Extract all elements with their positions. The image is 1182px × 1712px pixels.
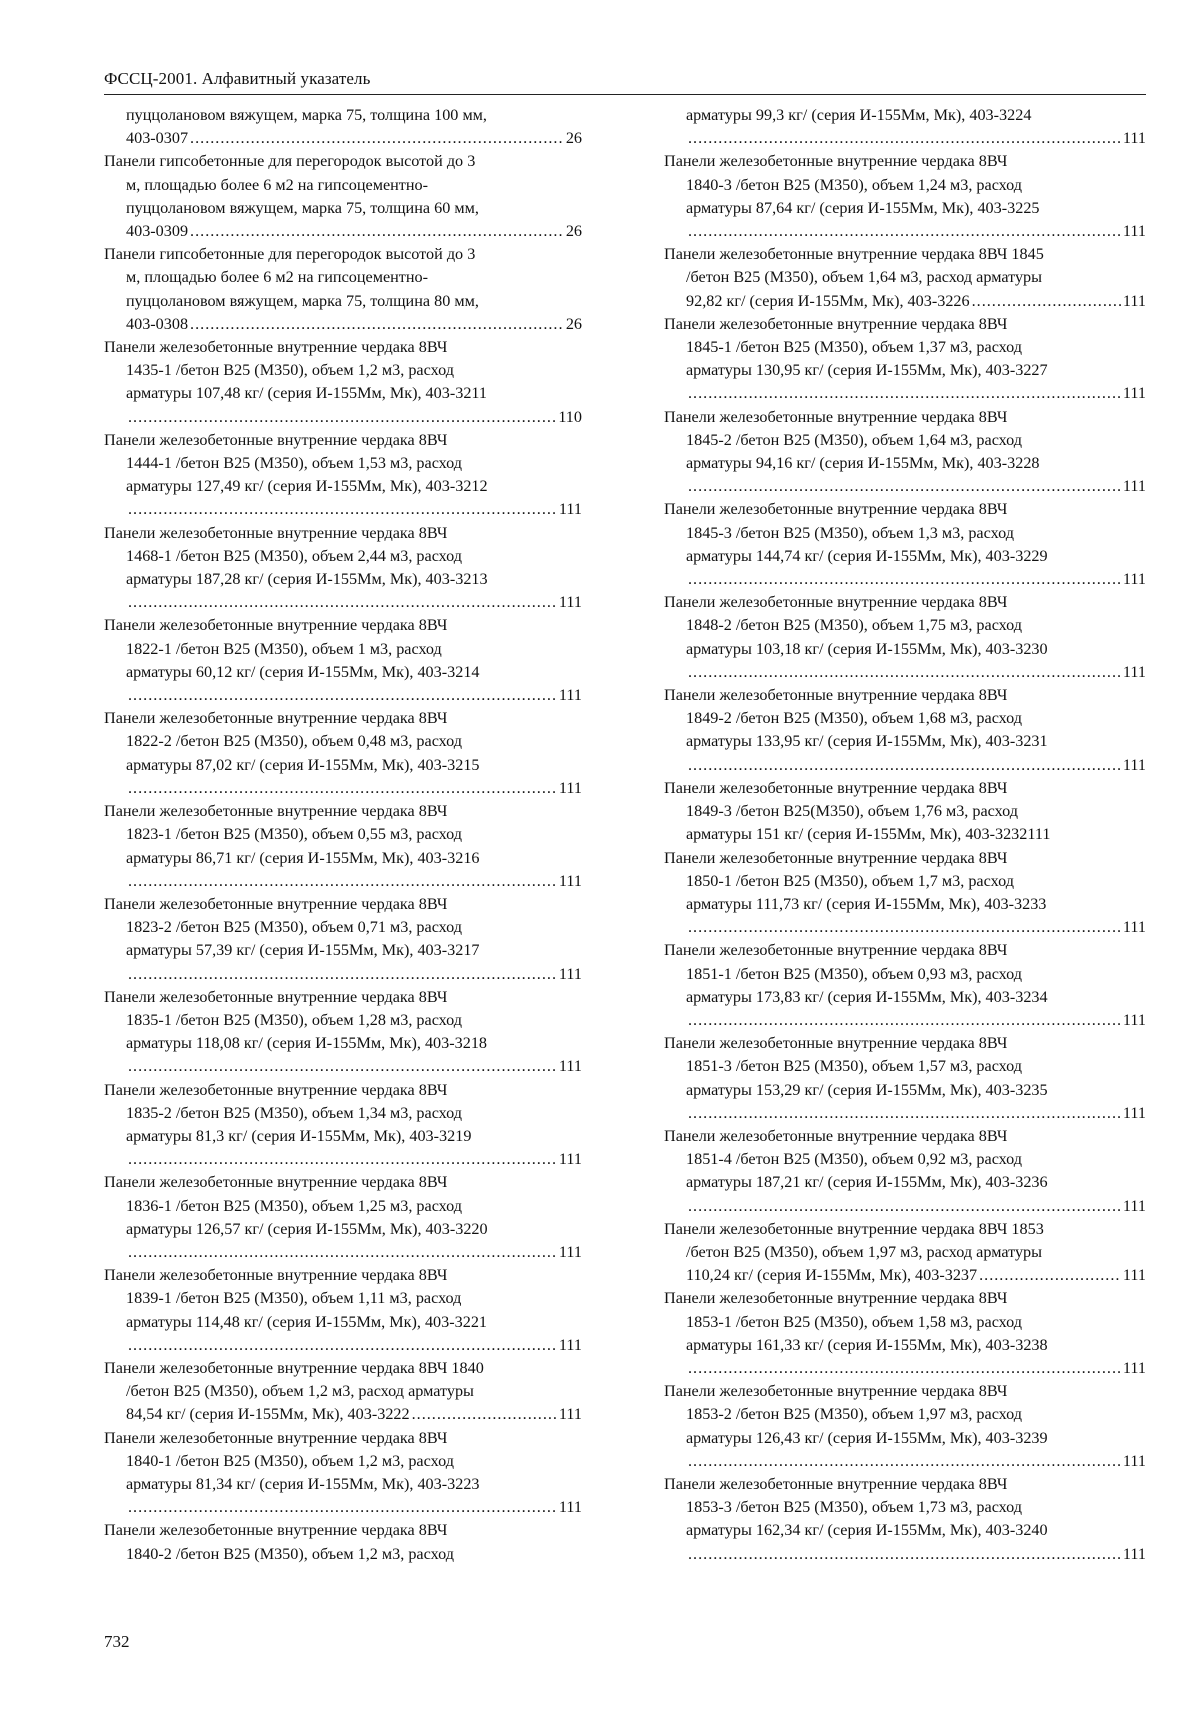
entry-leader-line <box>104 498 582 521</box>
entry-title-line: Панели железобетонные внутренние чердака 8ВЧ 1845 <box>664 245 1044 264</box>
entry-page-ref: 111 <box>558 1150 582 1169</box>
entry-text-line: 1822-1 /бетон В25 (М350), объем 1 м3, расход <box>126 639 442 658</box>
entry-text-line: /бетон В25 (М350), объем 1,97 м3, расход арматуры <box>686 1242 1043 1261</box>
entry-text-line: пуццолановом вяжущем, марка 75, толщина 60 мм, <box>126 198 479 217</box>
entry-text-line: арматуры 187,28 кг/ (серия И-155Мм, Мк), 403-3213 <box>126 570 488 589</box>
entry-leader-line <box>104 591 582 614</box>
entry-text-line: арматуры 187,21 кг/ (серия И-155Мм, Мк), 403-3236 <box>686 1173 1048 1192</box>
entry-leader-line <box>664 1264 1146 1287</box>
entry-text-line: арматуры 107,48 кг/ (серия И-155Мм, Мк), 403-3211 <box>126 384 488 403</box>
entry-text-line: 1848-2 /бетон В25 (М350), объем 1,75 м3, расход <box>686 616 1023 635</box>
dot-leader <box>128 1148 557 1171</box>
entry-text-line: пуццолановом вяжущем, марка 75, толщина 100 мм, <box>126 106 487 124</box>
entry-text-line: арматуры 114,48 кг/ (серия И-155Мм, Мк), 403-3221 <box>126 1312 488 1331</box>
entry-page-ref: 111 <box>558 964 582 983</box>
entry-page-ref: 111 <box>1122 1103 1146 1122</box>
entry-leader-line <box>104 870 582 893</box>
entry-page-ref: 111 <box>1122 1266 1146 1285</box>
dot-leader <box>688 475 1121 498</box>
index-entry <box>664 313 1146 406</box>
entry-title-line: Панели железобетонные внутренние чердака 8ВЧ <box>104 1080 448 1099</box>
entry-leader-line <box>664 568 1146 591</box>
entry-title-line: Панели железобетонные внутренние чердака 8ВЧ <box>104 802 448 821</box>
index-entry <box>104 893 582 986</box>
index-entry <box>104 429 582 522</box>
entry-page-ref: 110 <box>558 407 582 426</box>
entry-text-line: арматуры 111,73 кг/ (серия И-155Мм, Мк), 403-3233 <box>686 894 1047 913</box>
dot-leader <box>688 382 1121 405</box>
entry-text-line: арматуры 127,49 кг/ (серия И-155Мм, Мк), 403-3212 <box>126 477 488 496</box>
dot-leader <box>688 1195 1121 1218</box>
entry-text-line: арматуры 118,08 кг/ (серия И-155Мм, Мк), 403-3218 <box>126 1034 488 1053</box>
entry-title-line: Панели гипсобетонные для перегородок высотой до 3 <box>104 152 476 171</box>
entry-text-line: арматуры 130,95 кг/ (серия И-155Мм, Мк), 403-3227 <box>686 361 1048 380</box>
entry-text-line: 403-0308 <box>126 314 189 333</box>
index-entry <box>664 939 1146 1032</box>
entry-text-line: арматуры 153,29 кг/ (серия И-155Мм, Мк), 403-3235 <box>686 1080 1048 1099</box>
dot-leader <box>412 1403 557 1426</box>
entry-text-line: арматуры 81,34 кг/ (серия И-155Мм, Мк), 403-3223 <box>126 1474 480 1493</box>
entry-text-line: 1823-2 /бетон В25 (М350), объем 0,71 м3, расход <box>126 918 463 937</box>
entry-text-line: 1435-1 /бетон В25 (М350), объем 1,2 м3, расход <box>126 361 454 380</box>
entry-page-ref: 111 <box>1122 662 1146 681</box>
dot-leader <box>688 916 1121 939</box>
index-entry <box>104 1519 582 1565</box>
entry-leader-line <box>104 1241 582 1264</box>
entry-title-line: Панели железобетонные внутренние чердака 8ВЧ <box>104 1173 448 1192</box>
dot-leader <box>128 498 557 521</box>
entry-title-line: Панели железобетонные внутренние чердака 8ВЧ <box>664 1474 1008 1493</box>
entry-title-line: Панели железобетонные внутренние чердака 8ВЧ <box>104 1428 448 1447</box>
entry-title-line: Панели железобетонные внутренние чердака 8ВЧ <box>104 616 448 635</box>
index-entry <box>104 1079 582 1172</box>
entry-leader-line <box>664 475 1146 498</box>
entry-text-line: 1853-3 /бетон В25 (М350), объем 1,73 м3, расход <box>686 1498 1023 1517</box>
entry-text-line: 1822-2 /бетон В25 (М350), объем 0,48 м3, расход <box>126 732 463 751</box>
entry-title-line: Панели железобетонные внутренние чердака 8ВЧ <box>664 1034 1008 1053</box>
entry-text-line: арматуры 173,83 кг/ (серия И-155Мм, Мк), 403-3234 <box>686 987 1048 1006</box>
entry-text-line: 403-0309 <box>126 222 189 241</box>
entry-text-line: арматуры 144,74 кг/ (серия И-155Мм, Мк), 403-3229 <box>686 546 1048 565</box>
dot-leader <box>128 406 556 429</box>
index-entry <box>104 1264 582 1357</box>
entry-page-ref: 26 <box>565 129 582 148</box>
entry-text-line: 1845-1 /бетон В25 (М350), объем 1,37 м3, расход <box>686 338 1023 357</box>
dot-leader <box>128 684 557 707</box>
dot-leader <box>688 1009 1121 1032</box>
index-entry <box>664 847 1146 940</box>
entry-leader-line <box>104 1055 582 1078</box>
entry-text-line: 1849-3 /бетон В25(М350), объем 1,76 м3, расход <box>686 802 1018 821</box>
index-entry <box>104 614 582 707</box>
entry-leader-line <box>664 1195 1146 1218</box>
entry-text-line: арматуры 151 кг/ (серия И-155Мм, Мк), 403-3232111 <box>686 825 1051 844</box>
entry-text-line: 1840-3 /бетон В25 (М350), объем 1,24 м3, расход <box>686 175 1023 194</box>
entry-leader-line <box>664 1102 1146 1125</box>
entry-title-line: Панели железобетонные внутренние чердака 8ВЧ <box>664 314 1008 333</box>
entry-page-ref: 111 <box>1122 918 1146 937</box>
dot-leader <box>688 661 1121 684</box>
entry-title-line: Панели железобетонные внутренние чердака 8ВЧ <box>664 848 1008 867</box>
dot-leader <box>128 1055 557 1078</box>
entry-text-line: 1851-1 /бетон В25 (М350), объем 0,93 м3, расход <box>686 964 1023 983</box>
entry-text-line: 1823-1 /бетон В25 (М350), объем 0,55 м3, расход <box>126 825 463 844</box>
entry-page-ref: 111 <box>558 1242 582 1261</box>
dot-leader <box>972 290 1121 313</box>
index-entry <box>104 522 582 615</box>
entry-title-line: Панели железобетонные внутренние чердака 8ВЧ <box>664 1126 1008 1145</box>
entry-text-line: м, площадью более 6 м2 на гипсоцементно- <box>126 175 429 194</box>
entry-leader-line <box>104 963 582 986</box>
entry-text-line: 1853-1 /бетон В25 (М350), объем 1,58 м3, расход <box>686 1312 1023 1331</box>
index-entry <box>104 800 582 893</box>
dot-leader <box>979 1264 1121 1287</box>
entry-leader-line <box>664 220 1146 243</box>
entry-leader-line <box>664 754 1146 777</box>
entry-text-line: арматуры 162,34 кг/ (серия И-155Мм, Мк), 403-3240 <box>686 1521 1048 1540</box>
entry-text-line: 84,54 кг/ (серия И-155Мм, Мк), 403-3222 <box>126 1405 410 1424</box>
entry-title-line: Панели железобетонные внутренние чердака 8ВЧ <box>664 407 1008 426</box>
entry-text-line: 1840-2 /бетон В25 (М350), объем 1,2 м3, расход <box>126 1544 454 1563</box>
index-entry <box>104 150 582 243</box>
entry-text-line: 1836-1 /бетон В25 (М350), объем 1,25 м3, расход <box>126 1196 463 1215</box>
entry-leader-line <box>104 1334 582 1357</box>
entry-title-line: Панели железобетонные внутренние чердака 8ВЧ <box>664 593 1008 612</box>
entry-page-ref: 111 <box>558 778 582 797</box>
entry-text-line: арматуры 103,18 кг/ (серия И-155Мм, Мк), 403-3230 <box>686 639 1048 658</box>
entry-text-line: арматуры 94,16 кг/ (серия И-155Мм, Мк), 403-3228 <box>686 454 1040 473</box>
entry-leader-line <box>664 127 1146 150</box>
entry-leader-line <box>104 1148 582 1171</box>
dot-leader <box>190 127 564 150</box>
entry-title-line: Панели железобетонные внутренние чердака 8ВЧ <box>664 152 1008 171</box>
entry-title-line: Панели железобетонные внутренние чердака 8ВЧ <box>104 894 448 913</box>
entry-leader-line <box>664 382 1146 405</box>
dot-leader <box>128 870 557 893</box>
entry-text-line: 1850-1 /бетон В25 (М350), объем 1,7 м3, расход <box>686 871 1014 890</box>
entry-text-line: арматуры 161,33 кг/ (серия И-155Мм, Мк), 403-3238 <box>686 1335 1048 1354</box>
dot-leader <box>688 568 1121 591</box>
entry-text-line: 1849-2 /бетон В25 (М350), объем 1,68 м3, расход <box>686 709 1023 728</box>
entry-page-ref: 111 <box>558 500 582 519</box>
entry-page-ref: 111 <box>1122 477 1146 496</box>
entry-leader-line <box>104 1403 582 1426</box>
entry-text-line: 403-0307 <box>126 129 189 148</box>
entry-text-line: /бетон В25 (М350), объем 1,2 м3, расход арматуры <box>126 1382 474 1401</box>
entry-title-line: Панели железобетонные внутренние чердака 8ВЧ <box>664 1289 1008 1308</box>
entry-text-line: 1845-3 /бетон В25 (М350), объем 1,3 м3, расход <box>686 523 1014 542</box>
entry-leader-line <box>664 661 1146 684</box>
index-entry <box>104 243 582 336</box>
index-entry <box>104 1357 582 1427</box>
index-entry <box>664 243 1146 313</box>
entry-text-line: 1835-2 /бетон В25 (М350), объем 1,34 м3, расход <box>126 1103 463 1122</box>
entry-text-line: арматуры 126,57 кг/ (серия И-155Мм, Мк), 403-3220 <box>126 1219 488 1238</box>
dot-leader <box>190 220 564 243</box>
entry-text-line: арматуры 133,95 кг/ (серия И-155Мм, Мк), 403-3231 <box>686 732 1048 751</box>
index-entry <box>664 684 1146 777</box>
dot-leader <box>190 313 564 336</box>
dot-leader <box>688 1357 1121 1380</box>
index-entry <box>664 498 1146 591</box>
entry-page-ref: 111 <box>1122 1196 1146 1215</box>
entry-title-line: Панели железобетонные внутренние чердака 8ВЧ <box>104 1266 448 1285</box>
entry-leader-line <box>664 1543 1146 1566</box>
dot-leader <box>688 220 1121 243</box>
index-entry <box>664 406 1146 499</box>
entry-page-ref: 111 <box>1122 1544 1146 1563</box>
entry-title-line: Панели железобетонные внутренние чердака 8ВЧ 1853 <box>664 1219 1044 1238</box>
entry-leader-line <box>104 127 582 150</box>
entry-text-line: 110,24 кг/ (серия И-155Мм, Мк), 403-3237 <box>686 1266 978 1285</box>
entry-title-line: Панели железобетонные внутренние чердака 8ВЧ <box>104 430 448 449</box>
dot-leader <box>688 127 1121 150</box>
entry-text-line: 1853-2 /бетон В25 (М350), объем 1,97 м3, расход <box>686 1405 1023 1424</box>
index-entry <box>664 104 1146 150</box>
entry-text-line: м, площадью более 6 м2 на гипсоцементно- <box>126 268 429 287</box>
index-entry <box>664 591 1146 684</box>
page-number: 732 <box>104 1632 130 1651</box>
entry-text-line: арматуры 60,12 кг/ (серия И-155Мм, Мк), 403-3214 <box>126 662 480 681</box>
entry-title-line: Панели железобетонные внутренние чердака 8ВЧ <box>664 1382 1008 1401</box>
entry-page-ref: 111 <box>1122 291 1146 310</box>
index-column-right <box>664 104 1146 1566</box>
entry-leader-line <box>664 1450 1146 1473</box>
dot-leader <box>128 1334 557 1357</box>
entry-text-line: арматуры 86,71 кг/ (серия И-155Мм, Мк), 403-3216 <box>126 848 480 867</box>
header-title: ФССЦ-2001. Алфавитный указатель <box>104 69 371 88</box>
entry-text-line: /бетон В25 (М350), объем 1,64 м3, расход арматуры <box>686 268 1043 287</box>
dot-leader <box>688 1543 1121 1566</box>
entry-leader-line <box>664 1357 1146 1380</box>
entry-page-ref: 111 <box>1122 1451 1146 1470</box>
entry-page-ref: 111 <box>1122 755 1146 774</box>
entry-page-ref: 111 <box>1122 384 1146 403</box>
entry-leader-line <box>104 313 582 336</box>
dot-leader <box>128 963 557 986</box>
entry-text-line: арматуры 126,43 кг/ (серия И-155Мм, Мк), 403-3239 <box>686 1428 1048 1447</box>
entry-text-line: 1444-1 /бетон В25 (М350), объем 1,53 м3, расход <box>126 454 463 473</box>
index-entry <box>104 707 582 800</box>
dot-leader <box>688 1102 1121 1125</box>
entry-leader-line <box>104 777 582 800</box>
entry-page-ref: 111 <box>558 1498 582 1517</box>
entry-title-line: Панели гипсобетонные для перегородок высотой до 3 <box>104 245 476 264</box>
entry-page-ref: 111 <box>1122 222 1146 241</box>
index-entry <box>664 1380 1146 1473</box>
entry-text-line: пуццолановом вяжущем, марка 75, толщина 80 мм, <box>126 291 479 310</box>
entry-leader-line <box>664 916 1146 939</box>
entry-text-line: 1835-1 /бетон В25 (М350), объем 1,28 м3, расход <box>126 1010 463 1029</box>
entry-leader-line <box>664 1009 1146 1032</box>
dot-leader <box>688 1450 1121 1473</box>
entry-leader-line <box>664 290 1146 313</box>
entry-page-ref: 111 <box>558 871 582 890</box>
index-entry <box>664 1218 1146 1288</box>
entry-page-ref: 111 <box>558 593 582 612</box>
entry-title-line: Панели железобетонные внутренние чердака 8ВЧ <box>104 523 448 542</box>
index-entry <box>664 1125 1146 1218</box>
dot-leader <box>688 754 1121 777</box>
index-column-left <box>104 104 582 1566</box>
index-entry <box>664 1473 1146 1566</box>
entry-text-line: арматуры 87,64 кг/ (серия И-155Мм, Мк), 403-3225 <box>686 198 1040 217</box>
entry-leader-line <box>104 684 582 707</box>
entry-title-line: Панели железобетонные внутренние чердака 8ВЧ <box>664 500 1008 519</box>
index-entry <box>664 150 1146 243</box>
entry-page-ref: 111 <box>558 1057 582 1076</box>
entry-page-ref: 26 <box>565 314 582 333</box>
index-entry <box>664 1287 1146 1380</box>
dot-leader <box>128 1241 557 1264</box>
entry-page-ref: 111 <box>1122 1358 1146 1377</box>
entry-page-ref: 26 <box>565 222 582 241</box>
dot-leader <box>128 1496 557 1519</box>
index-entry <box>664 1032 1146 1125</box>
index-entry <box>104 1427 582 1520</box>
entry-leader-line <box>104 406 582 429</box>
dot-leader <box>128 777 557 800</box>
entry-text-line: арматуры 81,3 кг/ (серия И-155Мм, Мк), 403-3219 <box>126 1126 472 1145</box>
entry-title-line: Панели железобетонные внутренние чердака 8ВЧ <box>104 987 448 1006</box>
entry-page-ref: 111 <box>558 1405 582 1424</box>
entry-title-line: Панели железобетонные внутренние чердака 8ВЧ <box>664 686 1008 705</box>
entry-leader-line <box>104 220 582 243</box>
entry-text-line: 1845-2 /бетон В25 (М350), объем 1,64 м3, расход <box>686 430 1023 449</box>
entry-text-line: 1840-1 /бетон В25 (М350), объем 1,2 м3, расход <box>126 1451 454 1470</box>
entry-text-line: арматуры 99,3 кг/ (серия И-155Мм, Мк), 403-3224 <box>686 106 1032 124</box>
entry-text-line: 1851-4 /бетон В25 (М350), объем 0,92 м3, расход <box>686 1150 1023 1169</box>
entry-page-ref: 111 <box>558 1335 582 1354</box>
index-entry <box>104 104 582 150</box>
dot-leader <box>128 591 557 614</box>
page-header <box>104 68 1146 95</box>
index-entry <box>104 1171 582 1264</box>
entry-page-ref: 111 <box>1122 570 1146 589</box>
entry-text-line: 1851-3 /бетон В25 (М350), объем 1,57 м3, расход <box>686 1057 1023 1076</box>
entry-title-line: Панели железобетонные внутренние чердака 8ВЧ <box>664 941 1008 960</box>
entry-text-line: 92,82 кг/ (серия И-155Мм, Мк), 403-3226 <box>686 291 970 310</box>
entry-title-line: Панели железобетонные внутренние чердака 8ВЧ <box>664 778 1008 797</box>
entry-text-line: 1839-1 /бетон В25 (М350), объем 1,11 м3, расход <box>126 1289 462 1308</box>
entry-page-ref: 111 <box>1122 1010 1146 1029</box>
entry-page-ref: 111 <box>1122 129 1146 148</box>
entry-text-line: 1468-1 /бетон В25 (М350), объем 2,44 м3, расход <box>126 546 463 565</box>
entry-title-line: Панели железобетонные внутренние чердака 8ВЧ 1840 <box>104 1358 484 1377</box>
entry-title-line: Панели железобетонные внутренние чердака 8ВЧ <box>104 709 448 728</box>
index-entry <box>104 986 582 1079</box>
entry-page-ref: 111 <box>558 686 582 705</box>
index-entry <box>664 777 1146 847</box>
entry-title-line: Панели железобетонные внутренние чердака 8ВЧ <box>104 1521 448 1540</box>
entry-text-line: арматуры 87,02 кг/ (серия И-155Мм, Мк), 403-3215 <box>126 755 480 774</box>
entry-title-line: Панели железобетонные внутренние чердака 8ВЧ <box>104 338 448 357</box>
entry-leader-line <box>104 1496 582 1519</box>
entry-text-line: арматуры 57,39 кг/ (серия И-155Мм, Мк), 403-3217 <box>126 941 480 960</box>
index-entry <box>104 336 582 429</box>
